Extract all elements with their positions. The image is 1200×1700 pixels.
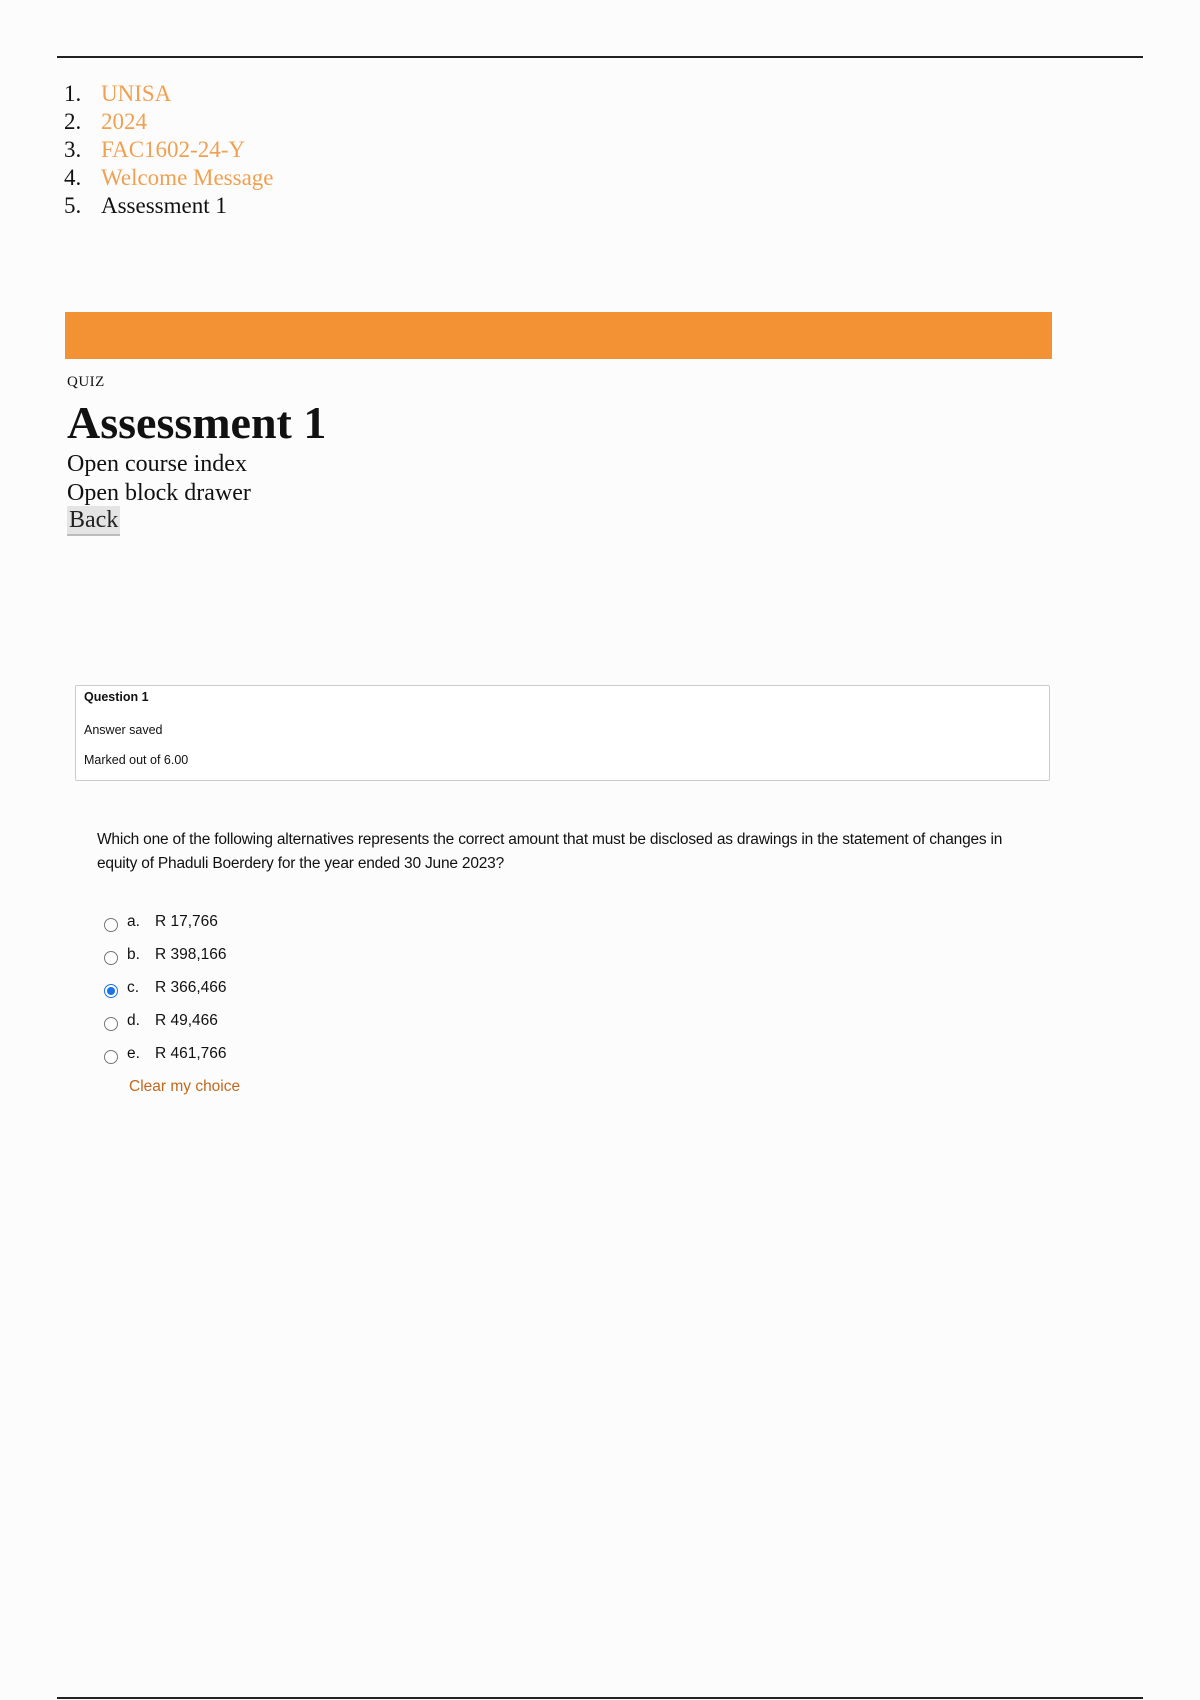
- question-state: Answer saved: [84, 723, 163, 737]
- question-text: Which one of the following alternatives represents the correct amount that must be disclosed as drawings in the statement of changes in equity of Phaduli Boerdery for the year ended 30 June 2023?: [97, 831, 1003, 872]
- question-info-box: [75, 685, 1050, 781]
- radio-button[interactable]: [104, 951, 118, 965]
- top-divider: [57, 56, 1143, 58]
- option-text: R 398,166: [155, 945, 227, 963]
- breadcrumb-item: [64, 164, 274, 192]
- question-number: Question 1: [84, 690, 149, 704]
- breadcrumb-number: 4.: [64, 165, 82, 190]
- breadcrumb-link-unisa[interactable]: UNISA: [101, 81, 172, 106]
- course-banner: [65, 312, 1052, 359]
- option-letter: c.: [127, 978, 140, 996]
- radio-button[interactable]: [104, 1017, 118, 1031]
- clear-choice-link[interactable]: Clear my choice: [129, 1078, 241, 1095]
- breadcrumb-number: 1.: [64, 81, 82, 106]
- breadcrumb: [64, 80, 274, 220]
- breadcrumb-link-welcome[interactable]: Welcome Message: [101, 165, 274, 190]
- breadcrumb-number: 3.: [64, 137, 82, 162]
- breadcrumb-number: 5.: [64, 193, 82, 218]
- option-letter: a.: [127, 912, 140, 930]
- breadcrumb-item: [64, 80, 274, 108]
- breadcrumb-link-year[interactable]: 2024: [101, 109, 147, 134]
- breadcrumb-item: [64, 136, 274, 164]
- option-text: R 17,766: [155, 912, 218, 930]
- radio-button[interactable]: [104, 1050, 118, 1064]
- answer-option-b[interactable]: [104, 938, 227, 971]
- breadcrumb-item: [64, 192, 274, 220]
- breadcrumb-link-course[interactable]: FAC1602-24-Y: [101, 137, 245, 162]
- open-course-index-link[interactable]: Open course index: [67, 451, 247, 477]
- option-letter: e.: [127, 1044, 140, 1062]
- breadcrumb-number: 2.: [64, 109, 82, 134]
- answer-option-c[interactable]: [104, 971, 227, 1004]
- option-text: R 49,466: [155, 1011, 218, 1029]
- option-text: R 461,766: [155, 1044, 227, 1062]
- answer-option-d[interactable]: [104, 1004, 227, 1037]
- open-block-drawer-link[interactable]: Open block drawer: [67, 480, 251, 506]
- option-letter: b.: [127, 945, 140, 963]
- question-marks: Marked out of 6.00: [84, 753, 189, 767]
- option-text: R 366,466: [155, 978, 227, 996]
- radio-button-selected[interactable]: [104, 984, 118, 998]
- answer-options: [104, 905, 227, 1070]
- back-button[interactable]: Back: [67, 506, 120, 536]
- activity-type-label: QUIZ: [67, 374, 105, 390]
- answer-option-a[interactable]: [104, 905, 227, 938]
- answer-option-e[interactable]: [104, 1037, 227, 1070]
- breadcrumb-item: [64, 108, 274, 136]
- breadcrumb-current: Assessment 1: [101, 193, 227, 218]
- page-title: Assessment 1: [67, 397, 327, 448]
- bottom-divider: [57, 1697, 1143, 1699]
- option-letter: d.: [127, 1011, 140, 1029]
- radio-button[interactable]: [104, 918, 118, 932]
